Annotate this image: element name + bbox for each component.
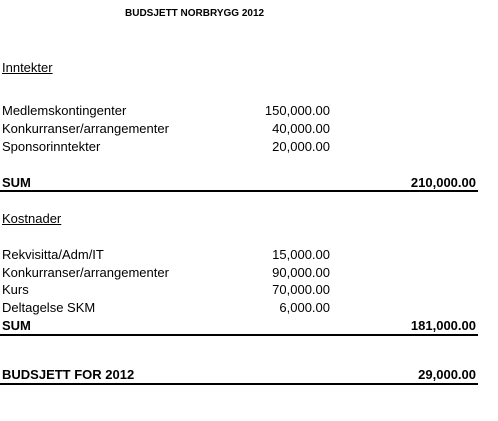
income-item-label: Konkurranser/arrangementer [2,121,169,136]
costs-item-label: Konkurranser/arrangementer [2,265,169,280]
income-heading: Inntekter [2,60,53,75]
income-sum-value: 210,000.00 [410,175,476,190]
costs-sum-value: 181,000.00 [410,318,476,333]
income-sum-label: SUM [2,175,31,190]
income-item-value: 40,000.00 [272,121,330,136]
costs-item-label: Deltagelse SKM [2,300,96,315]
costs-item-value: 6,000.00 [279,300,330,315]
budget-result-divider [0,383,478,385]
income-sum-divider [0,190,478,192]
costs-item-label: Kurs [2,282,29,297]
income-item-label: Medlemskontingenter [2,103,127,118]
costs-sum-label: SUM [2,318,31,333]
document-title: BUDSJETT NORBRYGG 2012 [125,8,265,19]
costs-item-value: 15,000.00 [272,247,330,262]
costs-heading: Kostnader [2,211,62,226]
costs-sum-divider [0,334,478,336]
budget-result-label: BUDSJETT FOR 2012 [2,367,135,382]
costs-item-label: Rekvisitta/Adm/IT [2,247,104,262]
costs-item-value: 70,000.00 [272,282,330,297]
income-item-value: 20,000.00 [272,139,330,154]
income-item-label: Sponsorinntekter [2,139,101,154]
income-item-value: 150,000.00 [264,103,330,118]
budget-result-value: 29,000.00 [418,367,476,382]
costs-item-value: 90,000.00 [272,265,330,280]
